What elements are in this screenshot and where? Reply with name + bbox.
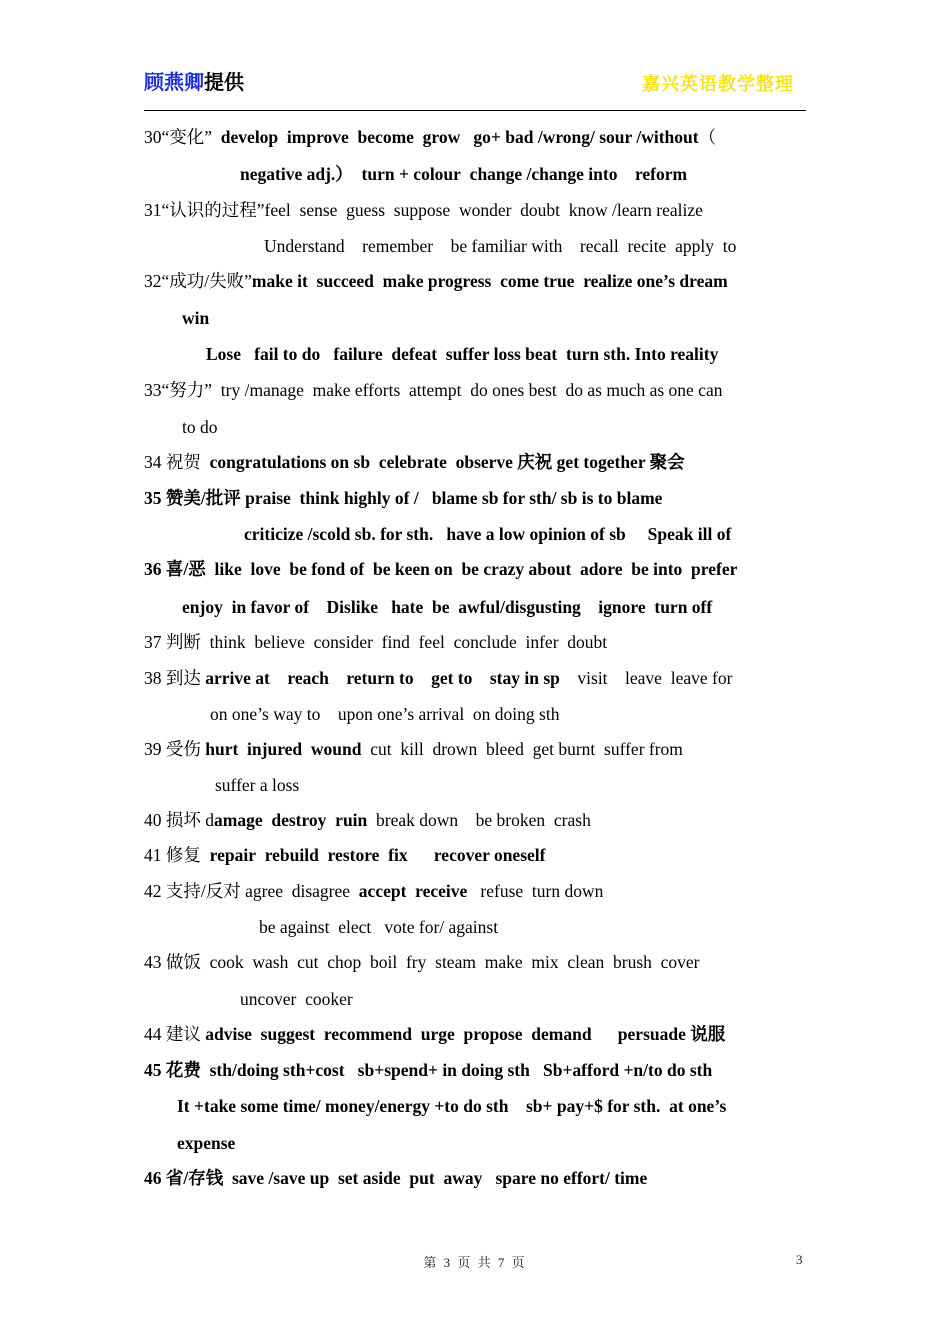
text-segment: 30“变化” [144,127,221,147]
text-line [144,126,716,148]
text-segment: suffer a loss [215,775,300,795]
text-segment: to do [182,417,218,437]
text-segment: cut kill drown bleed get burnt suffer from [361,739,683,759]
text-segment: It +take some time/ money/energy +to do sth sb+ pay+$ for sth. at one’s [177,1096,727,1116]
text-line [144,379,722,401]
text-line [144,487,662,509]
text-line [144,558,737,580]
text-segment: repair rebuild restore fix recover oneself [209,845,546,865]
text-line [259,916,498,938]
text-line [177,1095,726,1117]
text-segment: （ [698,127,717,147]
text-line [144,451,685,473]
text-segment: uncover cooker [240,989,353,1009]
text-line [215,774,299,796]
text-segment: congratulations on sb celebrate observe 庆祝 get together 聚会 [209,452,685,472]
text-line [182,416,218,438]
text-line [240,163,687,185]
text-segment: visit leave leave for [559,668,733,688]
text-segment: develop improve become grow go+ bad /wrong/ sour /without [220,127,699,147]
text-segment: 43 做饭 cook wash cut chop boil fry steam make mix clean brush cover [144,952,700,972]
text-segment: Lose fail to do failure defeat suffer loss beat turn sth. Into reality [206,344,719,364]
text-segment: 41 修复 [144,845,210,865]
text-line [177,1132,235,1154]
footer-page-number: 3 [796,1252,803,1267]
text-line [144,1023,725,1045]
text-segment: 40 损坏 d [144,810,214,830]
text-segment: enjoy in favor of Dislike hate be awful/disgusting ignore turn off [182,597,713,617]
text-segment: 46 省/存钱 save /save up set aside put away spare no effort/ time [144,1168,648,1188]
header-title: 嘉兴英语教学整理 [642,74,794,94]
text-line [144,631,607,653]
text-segment: 44 建议 [144,1024,206,1044]
text-segment: negative adj.） turn + colour change /change into reform [240,164,688,184]
text-line [144,951,700,973]
text-segment: 35 赞美/批评 praise think highly of / blame sb for sth/ sb is to blame [144,488,663,508]
text-line [182,596,712,618]
footer-page-label: 第 3 页 共 7 页 [423,1255,527,1270]
text-segment: break down be broken crash [367,810,591,830]
text-segment: 42 支持/反对 agree disagree [144,881,359,901]
text-line [144,1167,647,1189]
provider-name: 顾燕卿 [144,72,204,94]
text-segment: 33“努力” try /manage make efforts attempt do ones best do as much as one can [144,380,723,400]
text-segment: hurt injured wound [205,739,362,759]
text-segment: expense [177,1133,236,1153]
text-segment: be against elect vote for/ against [259,917,499,937]
text-line [264,235,736,257]
text-line [206,343,718,365]
text-segment: 32“成功/失败” [144,271,252,291]
text-segment: criticize /scold sb. for sth. have a low opinion of sb Speak ill of [244,524,732,544]
text-segment: 31“认识的过程”feel sense guess suppose wonder doubt know /learn realize [144,200,703,220]
text-line [244,523,731,545]
text-line [240,988,353,1010]
text-segment: 39 受伤 [144,739,206,759]
text-segment: refuse turn down [467,881,604,901]
text-segment: 34 祝贺 [144,452,210,472]
text-line [144,738,683,760]
header-rule [144,110,806,111]
text-segment: arrive at reach return to get to stay in sp [205,668,560,688]
text-line [210,703,559,725]
text-segment: 36 喜/恶 like love be fond of be keen on be crazy about adore be into prefer [144,559,738,579]
text-segment: on one’s way to upon one’s arrival on doing sth [210,704,560,724]
text-segment: amage destroy ruin [214,810,368,830]
text-segment: make it succeed make progress come true realize one’s dream [251,271,728,291]
text-segment: 37 判断 think believe consider find feel conclude infer doubt [144,632,608,652]
text-segment: accept receive [358,881,468,901]
text-line [144,844,545,866]
text-line [182,307,209,329]
text-segment: Understand remember be familiar with recall recite apply to [264,236,737,256]
text-line [144,880,603,902]
text-segment: win [182,308,210,328]
text-line [144,199,703,221]
text-segment: 38 到达 [144,668,206,688]
text-line [144,809,591,831]
text-line [144,1059,712,1081]
text-line [144,270,728,292]
text-segment: advise suggest recommend urge propose demand persuade 说服 [205,1024,726,1044]
header-provider [144,66,244,95]
text-line [144,667,732,689]
provider-suffix: 提供 [204,72,244,94]
text-segment: 45 花费 sth/doing sth+cost sb+spend+ in doing sth Sb+afford +n/to do sth [144,1060,713,1080]
